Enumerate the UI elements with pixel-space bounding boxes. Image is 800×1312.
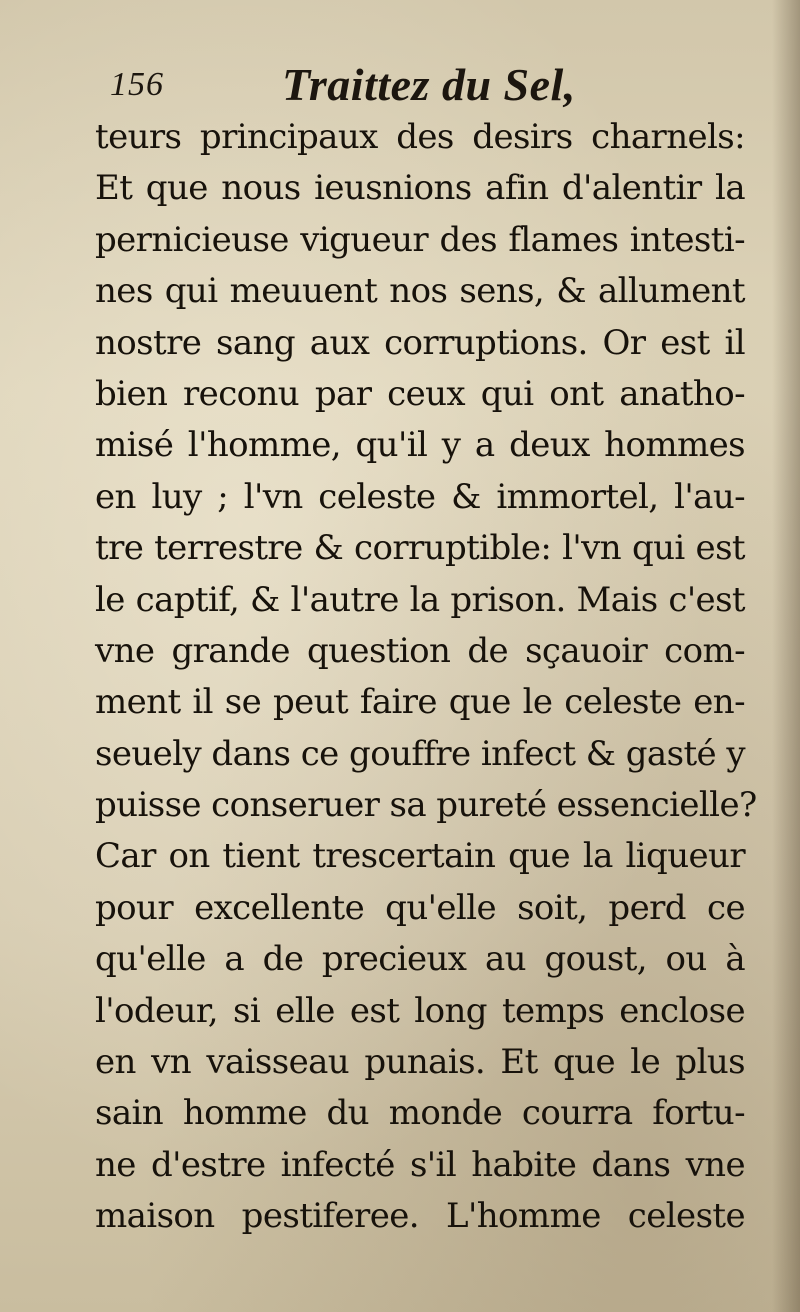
text-line: vne grande question de sçauoir com- (95, 630, 745, 671)
text-line: ne d'estre infecté s'il habite dans vne (95, 1144, 745, 1185)
text-line: qu'elle a de precieux au goust, ou à (95, 939, 745, 980)
text-line: pour excellente qu'elle soit, perd ce (95, 887, 745, 928)
text-line: pernicieuse vigueur des flames intesti- (95, 219, 745, 260)
page-edge-shadow (772, 0, 800, 1312)
text-line: teurs principaux des desirs charnels: (95, 117, 745, 157)
text-line: l'odeur, si elle est long temps enclose (95, 990, 745, 1031)
text-line: bien reconu par ceux qui ont anatho- (95, 373, 745, 414)
text-line: nes qui meuuent nos sens, & allument (95, 271, 745, 312)
text-line: en vn vaisseau punais. Et que le plus (95, 1042, 745, 1083)
text-line: sain homme du monde courra fortu- (95, 1093, 745, 1134)
text-line: en luy ; l'vn celeste & immortel, l'au- (95, 476, 745, 517)
text-line: seuely dans ce gouffre infect & gasté y (95, 733, 745, 774)
text-line: nostre sang aux corruptions. Or est il (95, 322, 745, 363)
text-line: misé l'homme, qu'il y a deux hommes (95, 425, 745, 466)
text-line: tre terrestre & corruptible: l'vn qui est (95, 528, 745, 569)
text-line: maison pestiferee. L'homme celeste (95, 1196, 745, 1237)
text-line: le captif, & l'autre la prison. Mais c'est (95, 579, 745, 620)
text-line: puisse conseruer sa pureté essencielle? (95, 785, 757, 826)
running-head (0, 58, 800, 110)
text-line: ment il se peut faire que le celeste en- (95, 682, 745, 723)
text-line: Et que nous ieusnions afin d'alentir la (95, 168, 745, 209)
text-line: Car on tient trescertain que la liqueur (95, 836, 745, 877)
body-text (95, 112, 757, 1243)
running-title: Traittez du Sel, (282, 59, 576, 110)
page-number: 156 (110, 66, 164, 103)
